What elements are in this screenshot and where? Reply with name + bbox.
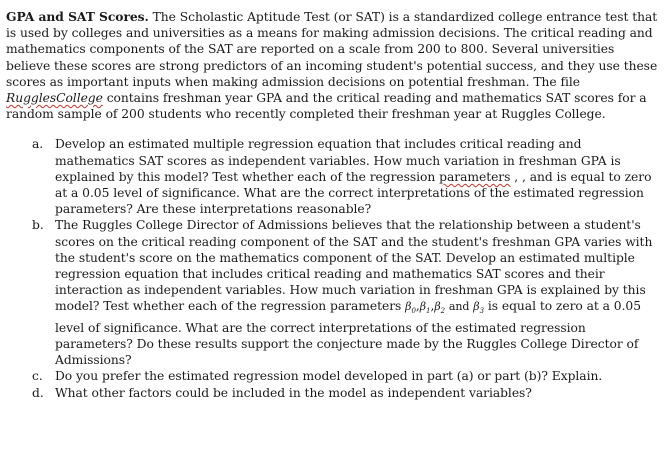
intro-paragraph xyxy=(6,9,660,122)
intro-text-part-2: contains freshman year GPA and the critical reading and mathematics SAT scores for a random sample of 200 students who recently completed their freshman year at Ruggles College. xyxy=(6,91,647,122)
and-word: and xyxy=(448,300,470,314)
beta-1: $\beta_1$ xyxy=(419,300,431,316)
question-item-c xyxy=(6,368,660,384)
question-marker: c. xyxy=(32,369,43,384)
question-item-a xyxy=(6,136,660,217)
question-item-b: b. The Ruggles College Director of Admissions believes that the relationship between a student's scores on the critical reading component of the SAT and the student's freshman GPA varies with the student's score on the mathematics component of the SAT. Develop an estimated multiple regression equation that includes critical reading and mathematics SAT scores and their interaction as independent variables. How much variation in freshman GPA is explained by this model? Test whether each of the regression parameters $\beta_0,\beta_1,\beta_2$ and $\beta_3$ is equal to zero at a 0.05 level of significance. What are the correct interpretations of the estimated regression parameters? Do these results support the conjecture made by the Ruggles College Director of Admissions? xyxy=(32,218,653,368)
beta-3: $\beta_3$ xyxy=(473,300,485,316)
question-c-text: Do you prefer the estimated regression model developed in part (a) or part (b)? Explain. xyxy=(55,369,603,384)
question-b-text-part-1: The Ruggles College Director of Admissions believes that the relationship between a student's scores on the critical reading component of the SAT and the student's freshman GPA varies with the student's score on the mathematics component of the SAT. Develop an estimated multiple regression equation that includes critical reading and mathematics SAT scores and their interaction as independent variables. How much variation in freshman GPA is explained by this model? Test whether each of the regression parameters xyxy=(55,218,653,314)
question-b-text-part-2: is equal to zero at a 0.05 level of significance. What are the correct interpretations of the estimated regression parameters? Do these results support the conjecture made by the Ruggles College Director of Admissions? xyxy=(55,299,641,368)
question-d-text: What other factors could be included in the model as independent variables? xyxy=(55,385,532,400)
intro-text-part-1: The Scholastic Aptitude Test (or SAT) is a standardized college entrance test that is used by colleges and universities as a means for making admission decisions. The critical reading and mathematics components of the SAT are reported on a scale from 200 to 800. Several universities believe these scores are strong predictors of an incoming student's potential success, and they use these scores as important inputs when making admission decisions on potential freshman. The file xyxy=(6,10,658,89)
data-file-name: RugglesCollege xyxy=(6,91,103,106)
question-list xyxy=(6,136,660,400)
question-marker: a. xyxy=(32,137,44,152)
question-marker: d. xyxy=(32,385,44,400)
question-marker: b. xyxy=(32,218,44,233)
question-a-flagged-word: parameters xyxy=(439,169,511,184)
problem-title: GPA and SAT Scores. xyxy=(6,9,149,24)
beta-0: $\beta_0$ xyxy=(405,300,416,316)
question-item-d xyxy=(6,385,660,401)
question-a-text-part-2: , , and is equal to zero at a 0.05 level of significance. What are the correct interpretations of the estimated regression parameters? Are these interpretations reasonable? xyxy=(55,169,652,217)
beta-2: $\beta_2$ xyxy=(434,300,446,316)
question-a-text-part-1: Develop an estimated multiple regression equation that includes critical reading and mathematics SAT scores as independent variables. How much variation in freshman GPA is explained by this model? Test whether each of the regression xyxy=(55,137,621,184)
